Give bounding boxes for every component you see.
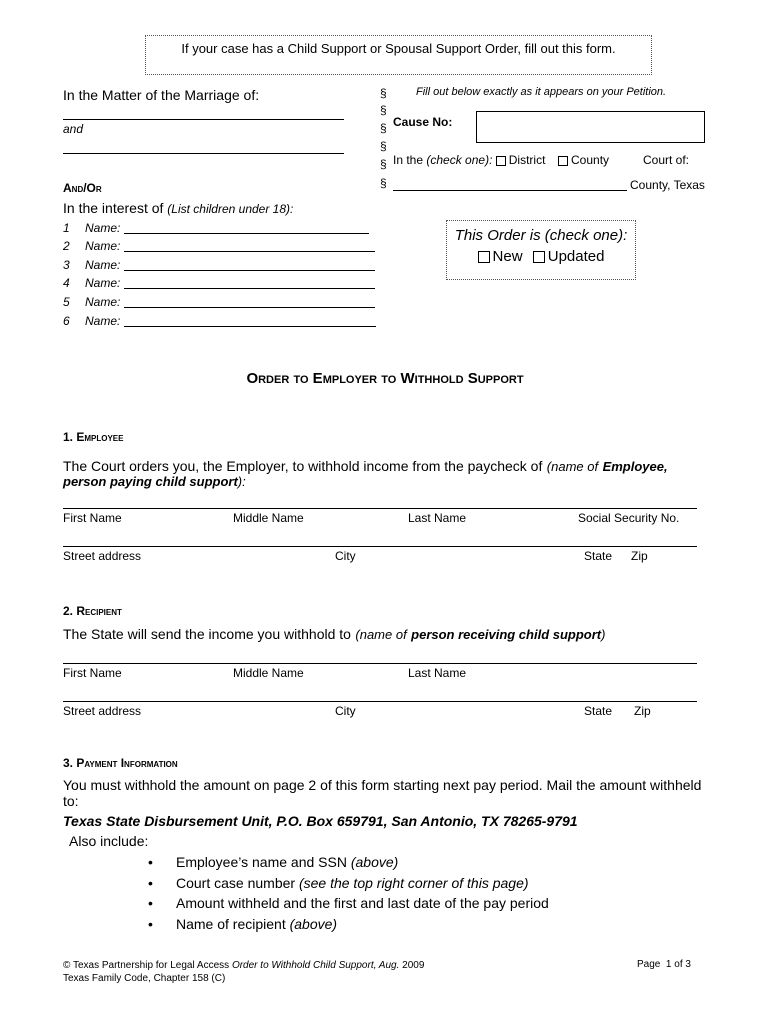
payment-instruction: You must withhold the amount on page 2 of this form starting next pay period. Mail the amount withheld to: xyxy=(63,777,702,809)
child-row: 1 Name: xyxy=(63,221,121,235)
footer-code: Texas Family Code, Chapter 158 (C) xyxy=(63,973,226,984)
recipient-street-label: Street address xyxy=(63,704,142,718)
recipient-state-label: State xyxy=(584,704,613,718)
section-symbol: § xyxy=(380,103,387,117)
court-of-label: Court of: xyxy=(643,153,690,167)
child-row: 5 Name: xyxy=(63,295,121,309)
matter-label: In the Matter of the Marriage of: xyxy=(63,87,260,103)
employee-instruction: The Court orders you, the Employer, to withhold income from the paycheck of (name of Employee, person paying child support): xyxy=(63,458,668,489)
order-status-options xyxy=(447,248,635,265)
employee-heading: 1. Employee xyxy=(63,430,124,444)
section-symbol: § xyxy=(380,157,387,171)
employee-state-label: State xyxy=(584,549,613,563)
order-status-box xyxy=(446,220,636,280)
employee-street-label: Street address xyxy=(63,549,142,563)
employee-name-line[interactable] xyxy=(63,508,697,509)
recipient-address-line[interactable] xyxy=(63,701,697,702)
child-name-line-6[interactable] xyxy=(124,326,376,327)
child-name-line-2[interactable] xyxy=(124,251,375,252)
employee-ssn-label: Social Security No. xyxy=(578,511,680,525)
list-item: • Court case number (see the top right corner of this page) xyxy=(148,875,529,891)
order-status-title: This Order is (check one): xyxy=(454,227,628,244)
child-row: 3 Name: xyxy=(63,258,121,272)
district-checkbox[interactable] xyxy=(496,156,506,166)
party2-line[interactable] xyxy=(63,153,344,154)
new-checkbox[interactable] xyxy=(478,251,490,263)
recipient-instruction: The State will send the income you withhold to (name of person receiving child support) xyxy=(63,626,606,642)
cause-number-field[interactable] xyxy=(476,111,705,143)
interest-prefix: In the interest of xyxy=(63,200,164,216)
and-label: and xyxy=(63,122,84,136)
updated-label: Updated xyxy=(547,248,605,265)
disbursement-address: Texas State Disbursement Unit, P.O. Box 659791, San Antonio, TX 78265-9791 xyxy=(63,813,578,829)
recipient-name-line[interactable] xyxy=(63,663,697,664)
payment-heading: 3. Payment Information xyxy=(63,756,178,770)
updated-checkbox[interactable] xyxy=(533,251,545,263)
child-row: 2 Name: xyxy=(63,239,121,253)
list-item: • Name of recipient (above) xyxy=(148,916,338,932)
footer xyxy=(63,959,424,985)
section-symbol: § xyxy=(380,121,387,135)
employee-last-name-label: Last Name xyxy=(408,511,467,525)
child-name-line-5[interactable] xyxy=(124,307,375,308)
interest-line xyxy=(63,200,293,216)
list-item: • Amount withheld and the first and last date of the pay period xyxy=(148,895,549,911)
employee-middle-name-label: Middle Name xyxy=(233,511,304,525)
notice-text: If your case has a Child Support or Spousal Support Order, fill out this form. xyxy=(181,41,616,56)
recipient-middle-name-label: Middle Name xyxy=(233,666,304,680)
county-option xyxy=(558,153,609,167)
recipient-heading: 2. Recipient xyxy=(63,604,122,618)
party1-line[interactable] xyxy=(63,119,344,120)
court-prefix: In the xyxy=(393,153,424,167)
section-symbol: § xyxy=(380,176,387,190)
county-texas-label: County, Texas xyxy=(630,178,705,192)
child-row: 4 Name: xyxy=(63,276,121,290)
notice-box xyxy=(145,35,652,75)
section-symbol: § xyxy=(380,139,387,153)
fill-note: Fill out below exactly as it appears on your Petition. xyxy=(416,86,667,98)
child-name-line-1[interactable] xyxy=(124,233,369,234)
page-title: Order to Employer to Withhold Support xyxy=(246,370,524,387)
county-name-line[interactable] xyxy=(393,190,627,191)
employee-first-name-label: First Name xyxy=(63,511,122,525)
recipient-city-label: City xyxy=(335,704,356,718)
child-name-line-3[interactable] xyxy=(124,270,375,271)
child-row: 6 Name: xyxy=(63,314,121,328)
interest-note: (List children under 18): xyxy=(167,202,294,216)
child-name-line-4[interactable] xyxy=(124,288,375,289)
footer-line-1: © Texas Partnership for Legal Access Order to Withhold Child Support, Aug. 2009 xyxy=(63,960,425,971)
section-symbol: § xyxy=(380,86,387,100)
court-type-line xyxy=(393,153,545,167)
andor-label: And/Or xyxy=(63,181,102,195)
page-number: Page 1 of 3 xyxy=(637,959,691,970)
county-checkbox[interactable] xyxy=(558,156,568,166)
new-label: New xyxy=(492,248,523,265)
employee-address-line[interactable] xyxy=(63,546,697,547)
list-item: • Employee’s name and SSN (above) xyxy=(148,854,399,870)
county-label: County xyxy=(571,153,610,167)
also-include-label: Also include: xyxy=(69,833,149,849)
employee-city-label: City xyxy=(335,549,356,563)
employee-zip-label: Zip xyxy=(631,549,648,563)
cause-label: Cause No: xyxy=(393,115,453,129)
recipient-zip-label: Zip xyxy=(634,704,651,718)
recipient-last-name-label: Last Name xyxy=(408,666,467,680)
district-label: District xyxy=(508,153,546,167)
court-check-note: (check one): xyxy=(426,153,493,167)
recipient-first-name-label: First Name xyxy=(63,666,122,680)
